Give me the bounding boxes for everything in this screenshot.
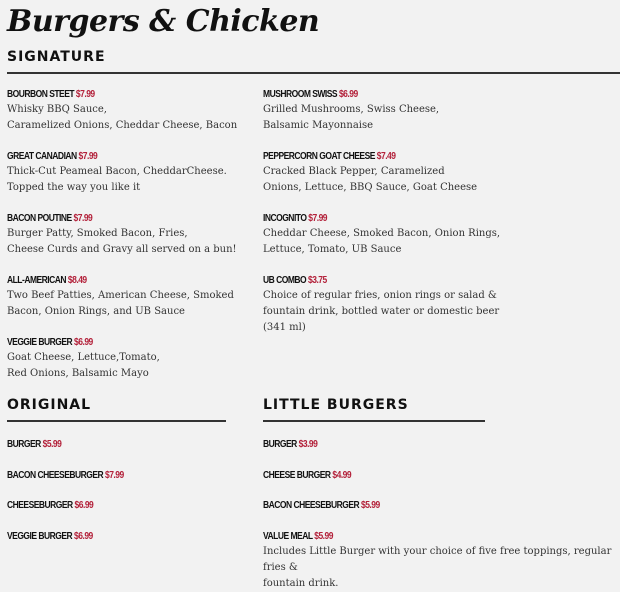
item-name-line	[263, 499, 380, 512]
item-name: MUSHROOM SWISS	[263, 89, 338, 100]
divider	[7, 420, 226, 422]
menu-item	[263, 526, 620, 592]
divider	[7, 72, 620, 74]
menu-item	[263, 495, 620, 513]
item-name: GREAT CANADIAN	[7, 151, 77, 162]
item-price: $7.99	[105, 469, 124, 481]
item-price: $5.99	[361, 500, 380, 511]
item-price: $8.49	[67, 275, 87, 286]
item-name-line	[7, 150, 97, 163]
item-name: PEPPERCORN GOAT CHEESE	[263, 151, 375, 162]
item-price: $5.99	[314, 530, 333, 542]
item-price: $3.75	[308, 275, 327, 286]
item-description: Grilled Mushrooms, Swiss Cheese, Balsamic Mayonnaise	[263, 104, 440, 131]
item-name: CHEESEBURGER	[7, 500, 73, 511]
menu-item	[263, 270, 603, 336]
item-name-line	[7, 336, 93, 349]
item-name-line	[263, 274, 327, 287]
item-price: $6.99	[338, 89, 358, 100]
item-description: Choice of regular fries, onion rings or salad & fountain drink, bottled water or domestic beer (341 ml)	[263, 290, 500, 333]
item-name: VALUE MEAL	[263, 530, 313, 542]
item-name-line	[263, 438, 317, 451]
item-name-line	[7, 499, 93, 512]
item-name-line	[263, 212, 327, 225]
item-name-line	[263, 88, 358, 101]
item-name: ALL-AMERICAN	[7, 275, 67, 286]
item-price: $7.99	[78, 151, 98, 162]
menu-item	[263, 465, 620, 483]
menu-item	[263, 208, 603, 258]
item-price: $6.99	[74, 530, 93, 542]
page-title: Burgers & Chicken	[7, 4, 320, 39]
item-name-line	[7, 469, 124, 482]
item-name-line	[263, 150, 395, 163]
section-heading-signature: SIGNATURE	[7, 49, 106, 65]
item-description: Thick-Cut Peameal Bacon, CheddarCheese. Topped the way you like it	[7, 166, 227, 193]
item-price: $7.99	[75, 89, 95, 100]
item-name-line	[263, 469, 351, 482]
item-name: BURGER	[263, 439, 297, 450]
item-price: $3.99	[298, 439, 318, 450]
item-description: Cheddar Cheese, Smoked Bacon, Onion Rings, Lettuce, Tomato, UB Sauce	[263, 228, 501, 255]
item-name-line	[7, 88, 95, 101]
item-name: VEGGIE BURGER	[7, 337, 73, 348]
item-name: BACON CHEESEBURGER	[263, 500, 360, 511]
item-description: Whisky BBQ Sauce, Caramelized Onions, Cheddar Cheese, Bacon	[7, 104, 238, 131]
item-name: UB COMBO	[263, 275, 307, 286]
item-description: Two Beef Patties, American Cheese, Smoked Bacon, Onion Rings, and UB Sauce	[7, 290, 234, 317]
section-heading-original: ORIGINAL	[7, 397, 92, 413]
item-description: Cracked Black Pepper, Caramelized Onions, Lettuce, BBQ Sauce, Goat Cheese	[263, 166, 478, 193]
item-price: $5.99	[42, 439, 62, 450]
item-name: VEGGIE BURGER	[7, 530, 73, 542]
item-price: $7.99	[73, 213, 93, 224]
item-price: $6.99	[74, 337, 93, 348]
item-name: CHEESE BURGER	[263, 469, 331, 481]
item-price: $7.49	[376, 151, 396, 162]
item-description: Goat Cheese, Lettuce,Tomato, Red Onions, Balsamic Mayo	[7, 352, 160, 379]
item-name: INCOGNITO	[263, 213, 307, 224]
item-name-line	[263, 530, 333, 543]
item-price: $4.99	[332, 469, 352, 481]
item-name-line	[7, 438, 61, 451]
menu-item	[263, 84, 603, 134]
menu-item	[263, 146, 603, 196]
item-name: BACON POUTINE	[7, 213, 72, 224]
item-name: BURGER	[7, 439, 41, 450]
item-name: BOURBON STEET	[7, 89, 75, 100]
item-name-line	[7, 212, 92, 225]
item-name-line	[7, 274, 87, 287]
item-name: BACON CHEESEBURGER	[7, 469, 104, 481]
item-description: Burger Patty, Smoked Bacon, Fries, Cheese Curds and Gravy all served on a bun!	[7, 228, 237, 255]
menu-item	[7, 332, 347, 382]
item-price: $6.99	[74, 500, 94, 511]
item-description: Includes Little Burger with your choice of five free toppings, regular fries & fountain drink.	[263, 545, 612, 589]
item-price: $7.99	[308, 213, 328, 224]
menu-item	[263, 434, 620, 452]
divider	[263, 420, 485, 422]
section-heading-little-burgers: LITTLE BURGERS	[263, 397, 409, 413]
item-name-line	[7, 530, 93, 543]
